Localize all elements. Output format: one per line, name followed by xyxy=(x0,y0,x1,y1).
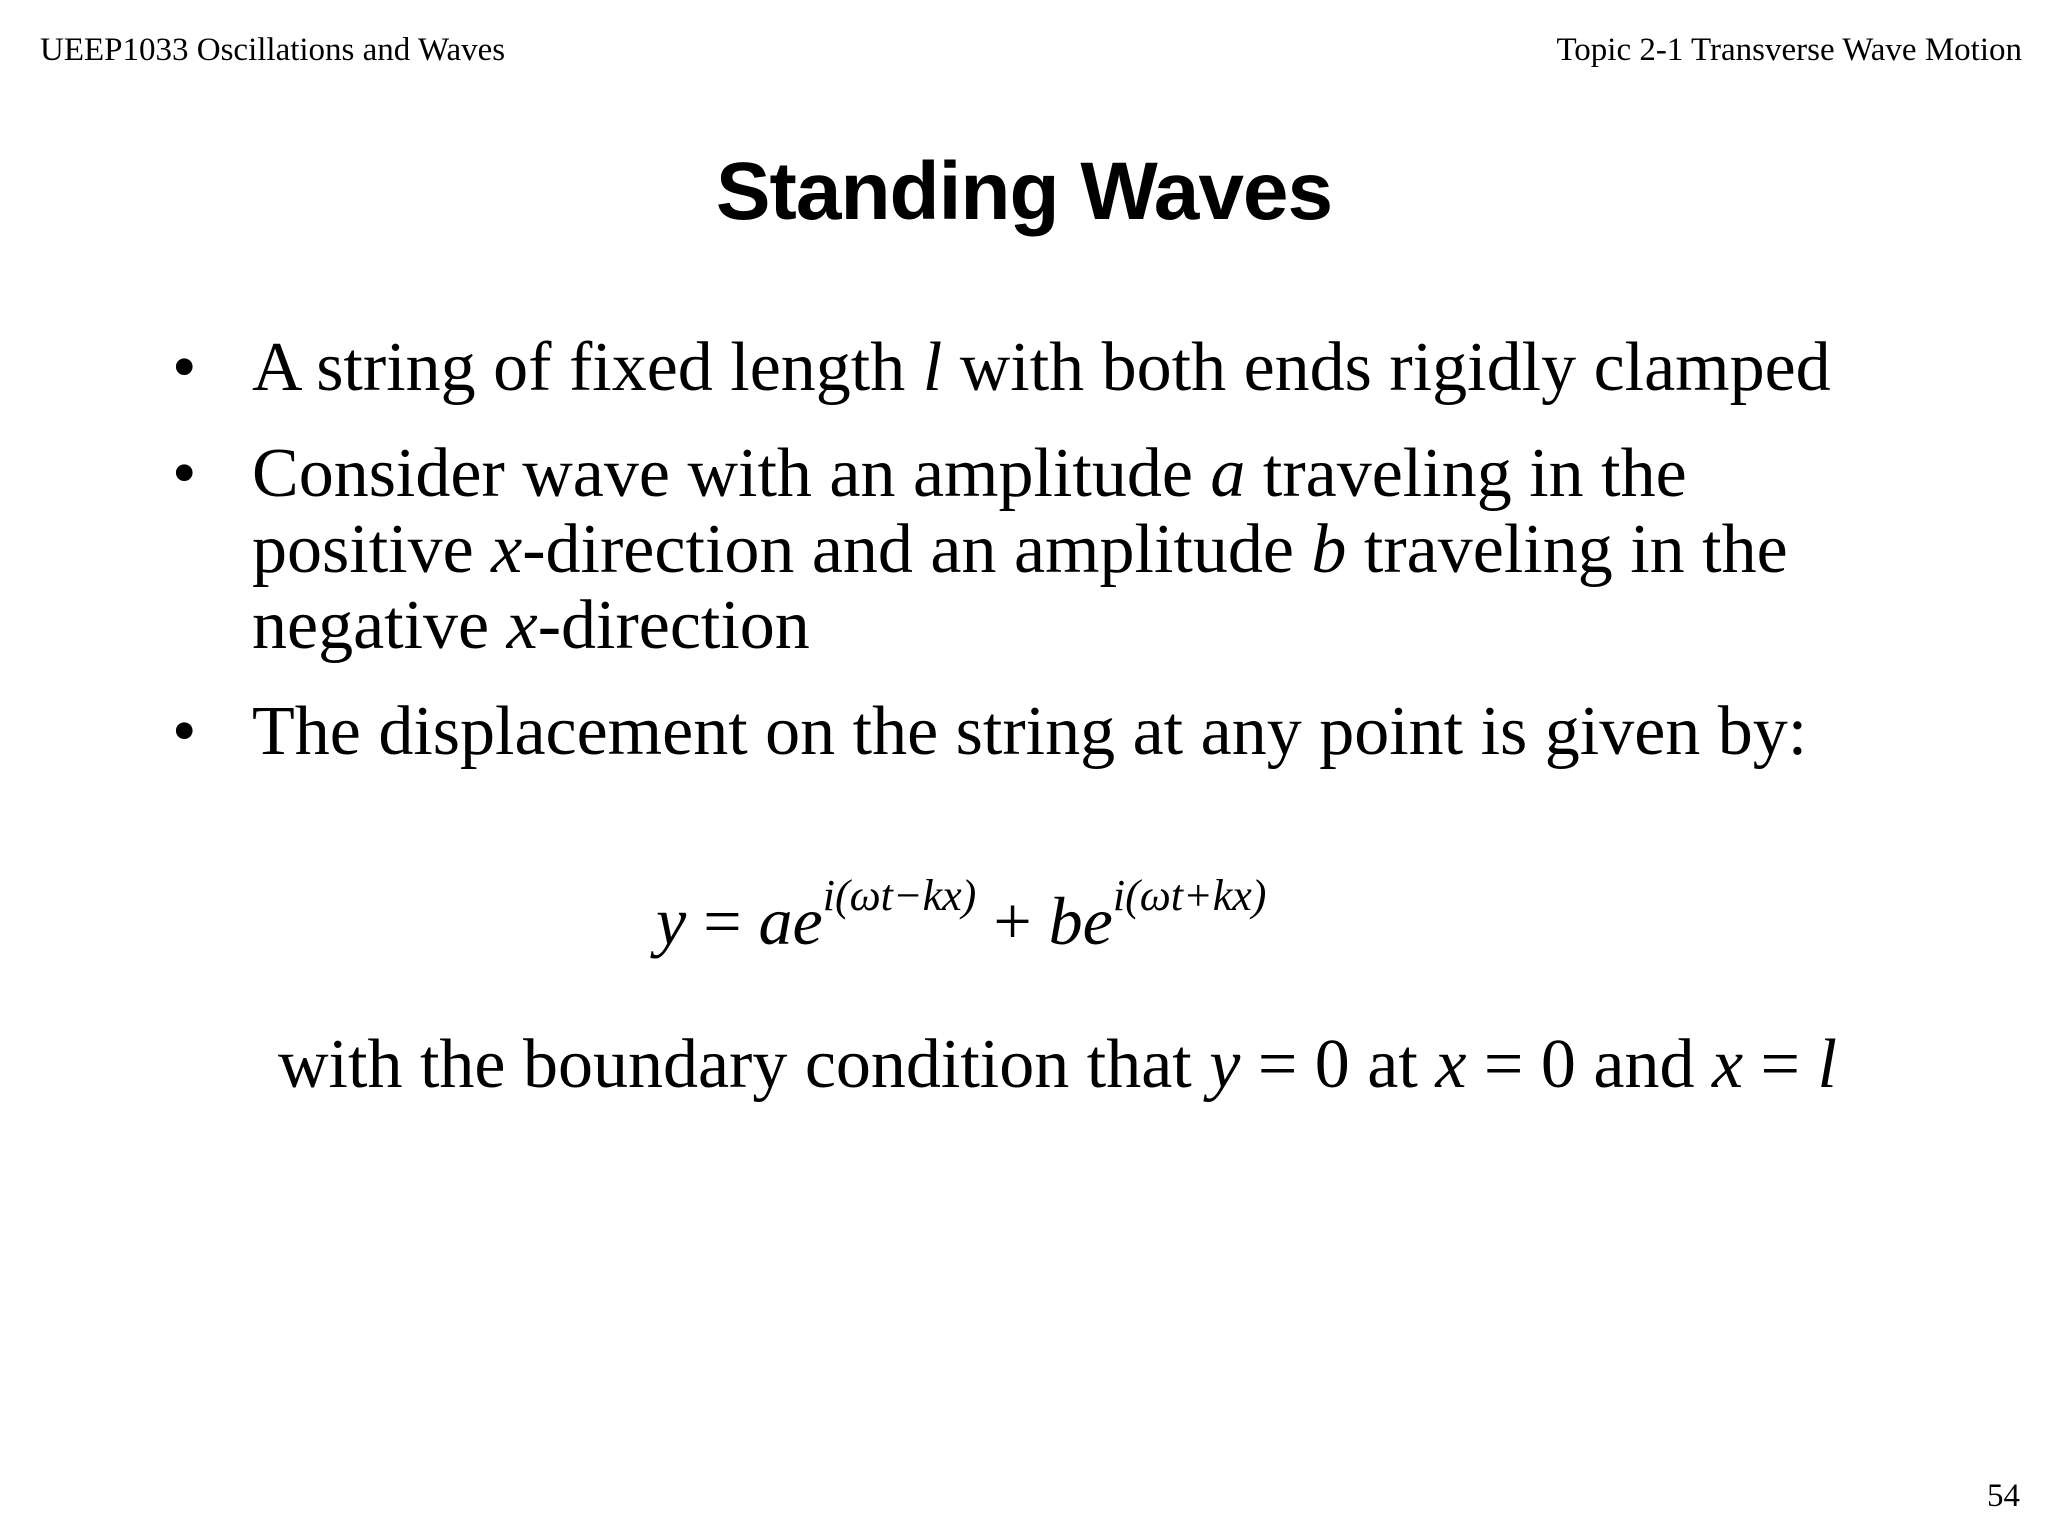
variable-x: x xyxy=(491,511,523,588)
bullet-list xyxy=(160,330,1860,800)
text-run: traveling in the positive xyxy=(252,435,1687,588)
variable-l: l xyxy=(922,329,943,406)
plus-sign: + xyxy=(976,883,1049,959)
text-run: with the boundary condition that xyxy=(278,1026,1210,1103)
bullet-marker: • xyxy=(172,693,197,770)
text-run: = 0 at xyxy=(1240,1026,1436,1103)
slide-title: Standing Waves xyxy=(715,146,1333,237)
variable-x: x xyxy=(506,587,538,664)
bullet-marker: • xyxy=(172,329,197,406)
page-number: 54 xyxy=(1987,1478,2020,1514)
variable-b: b xyxy=(1311,511,1347,588)
text-run: -direction xyxy=(537,587,810,664)
bullet-text: The displacement on the string at any point is given by: xyxy=(252,693,1808,770)
bullet-text xyxy=(252,436,1860,664)
bullet-item xyxy=(160,694,1860,770)
text-run: A string of fixed length xyxy=(252,329,923,406)
variable-x: x xyxy=(1435,1026,1467,1103)
boundary-condition xyxy=(278,1025,1837,1105)
equation-lhs: y xyxy=(656,883,687,959)
variable-a: a xyxy=(1210,435,1246,512)
course-header: UEEP1033 Oscillations and Waves xyxy=(40,32,506,68)
variable-l: l xyxy=(1817,1026,1837,1103)
text-run: -direction and an amplitude xyxy=(522,511,1312,588)
wave-equation xyxy=(656,846,1266,971)
bullet-item xyxy=(160,436,1860,664)
variable-y: y xyxy=(1209,1026,1241,1103)
bullet-marker: • xyxy=(172,435,197,512)
topic-header: Topic 2-1 Transverse Wave Motion xyxy=(1556,32,2022,68)
bullet-item xyxy=(160,330,1860,406)
variable-x: x xyxy=(1711,1026,1744,1103)
term-a: ae xyxy=(758,883,823,959)
text-run: = xyxy=(1743,1026,1818,1103)
exponent-1: i(ωt−kx) xyxy=(822,871,977,920)
text-run: Consider wave with an amplitude xyxy=(252,435,1211,512)
text-run: = 0 and xyxy=(1466,1026,1712,1103)
bullet-text xyxy=(252,330,1860,406)
text-run: with both ends rigidly clamped xyxy=(942,329,1831,406)
term-b: be xyxy=(1048,883,1113,959)
equals-sign: = xyxy=(686,883,759,959)
exponent-2: i(ωt+kx) xyxy=(1112,871,1267,920)
text-run: traveling in the negative xyxy=(252,511,1788,664)
